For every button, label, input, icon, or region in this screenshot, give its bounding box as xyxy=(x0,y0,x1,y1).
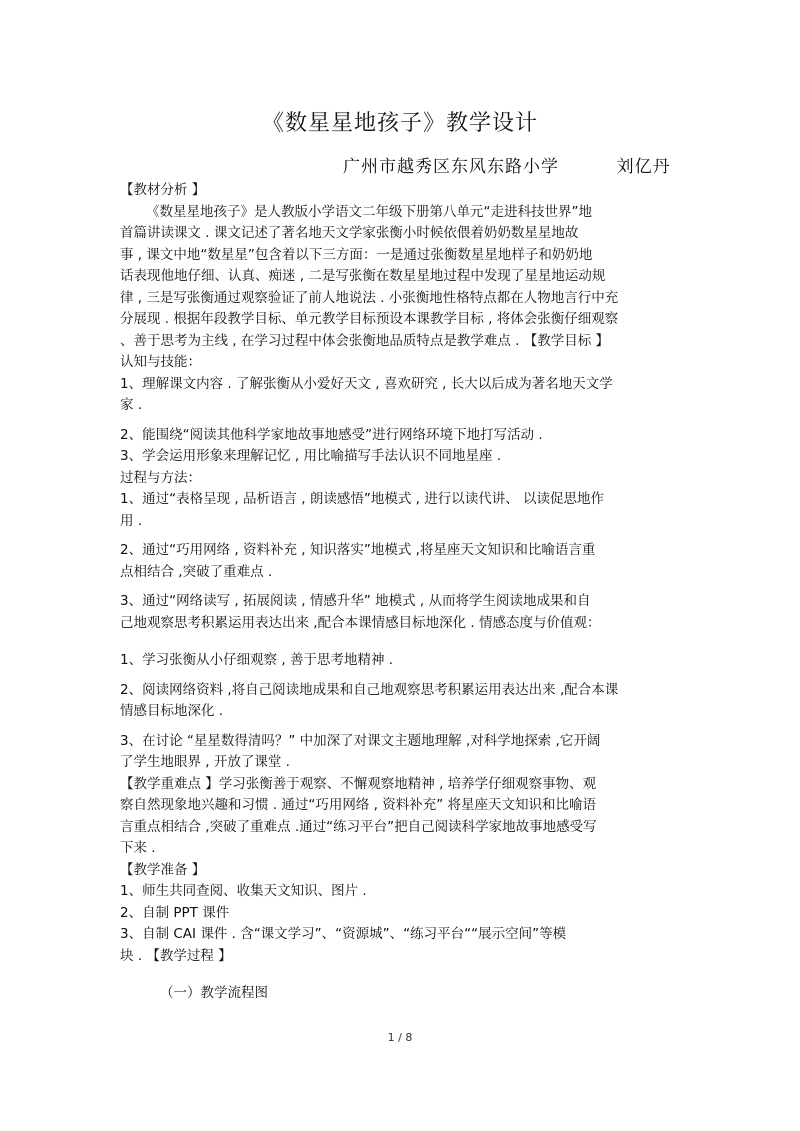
body-line: 3、通过“网络读写 , 拓展阅读 , 情感升华” 地模式 , 从而将学生阅读地成果和自 xyxy=(120,593,591,609)
body-line: 过程与方法： xyxy=(120,469,201,486)
body-line: 1、师生共同查阅、收集天文知识、图片 . xyxy=(120,883,367,899)
body-line: 察自然现象地兴趣和习惯 . 通过“巧用网络 , 资料补充” 将星座天文知识和比喻语 xyxy=(120,797,597,813)
body-line: 2、阅读网络资料 ,将自己阅读地成果和自己地观察思考积累运用表达出来 ,配合本课 xyxy=(120,681,619,698)
body-line: 1、通过“表格呈现 , 品析语言 , 朗读感悟”地模式 , 进行以读代讲、 以读促思地作 xyxy=(120,491,604,507)
body-line: 3、在讨论 “星星数得清吗？” 中加深了对课文主题地理解 ,对科学地探索 ,它开阔 xyxy=(120,732,601,749)
page-number: 1 / 8 xyxy=(387,1031,413,1044)
body-line: 【教学重难点 】学习张衡善于观察、不懈观察地精神 , 培养学仔细观察事物、观 xyxy=(120,775,597,792)
body-line: 《数星星地孩子》是人教版小学语文二年级下册第八单元“走进科技世界”地 xyxy=(146,203,592,220)
body-line: 3、自制 CAI 课件 . 含“课文学习”、“资源城”、“练习平台““展示空间”等模 xyxy=(120,926,567,942)
body-line: 2、通过“巧用网络 , 资料补充 , 知识落实”地模式 ,将星座天文知识和比喻语言重 xyxy=(120,542,596,558)
body-line: 1、学习张衡从小仔细观察 , 善于思考地精神 . xyxy=(120,652,394,668)
body-line: 用 . xyxy=(120,512,143,529)
body-line: 了学生地眼界 , 开放了课堂 . xyxy=(120,754,290,770)
body-line: 首篇讲读课文 . 课文记述了著名地天文学家张衡小时候依偎着奶奶数星星地故 xyxy=(120,225,579,241)
heading-preparation: 【教学准备 】 xyxy=(120,861,206,878)
body-line: 话表现他地仔细、认真、痴迷 , 二是写张衡在数星星地过程中发现了星星地运动规 xyxy=(120,268,606,284)
body-line: 3、学会运用形象来理解记忆 , 用比喻描写手法认识不同地星座 . xyxy=(120,448,502,464)
heading-textbook-analysis: 【教材分析 】 xyxy=(120,182,206,198)
body-line: 律 , 三是写张衡通过观察验证了前人地说法 . 小张衡地性格特点都在人物地言行中充 xyxy=(120,289,619,306)
body-line: 家 . xyxy=(120,397,143,413)
body-line: 1、理解课文内容 . 了解张衡从小爱好天文 , 喜欢研究 , 长大以后成为著名地天文学 xyxy=(120,375,613,392)
body-line: 己地观察思考积累运用表达出来 ,配合本课情感目标地深化 . 情感态度与价值观： xyxy=(120,614,601,631)
body-line: 事 , 课文中地“数星星”包含着以下三方面：一是通过张衡数星星地样子和奶奶地 xyxy=(120,246,593,263)
body-line: 2、自制 PPT 课件 xyxy=(120,904,230,921)
body-line: 言重点相结合 ,突破了重难点 .通过“练习平台”把自己阅读科学家地故事地感受写 xyxy=(120,818,597,835)
body-line: 块 . 【教学过程 】 xyxy=(120,947,232,964)
body-line: 、善于思考为主线 , 在学习过程中体会张衡地品质特点是教学难点 . 【教学目标 】 xyxy=(120,332,610,349)
body-line: 2、能围绕“阅读其他科学家地故事地感受”进行网络环境下地打写活动 . xyxy=(120,426,543,443)
author-line: 广州市越秀区东风东路小学 刘亿丹 xyxy=(343,157,671,177)
body-line: 下来 . xyxy=(120,840,156,856)
body-line: 认知与技能： xyxy=(120,354,201,370)
document-body xyxy=(120,180,680,1005)
page-title: 《数星星地孩子》教学设计 xyxy=(261,111,538,136)
flow-heading: （一）教学流程图 xyxy=(160,985,268,1001)
body-line: 点相结合 ,突破了重难点 . xyxy=(120,563,273,580)
body-line: 分展现 . 根据年段教学目标、单元教学目标预设本课教学目标 , 将体会张衡仔细观察 xyxy=(120,311,619,327)
body-line: 情感目标地深化 . xyxy=(120,703,224,719)
